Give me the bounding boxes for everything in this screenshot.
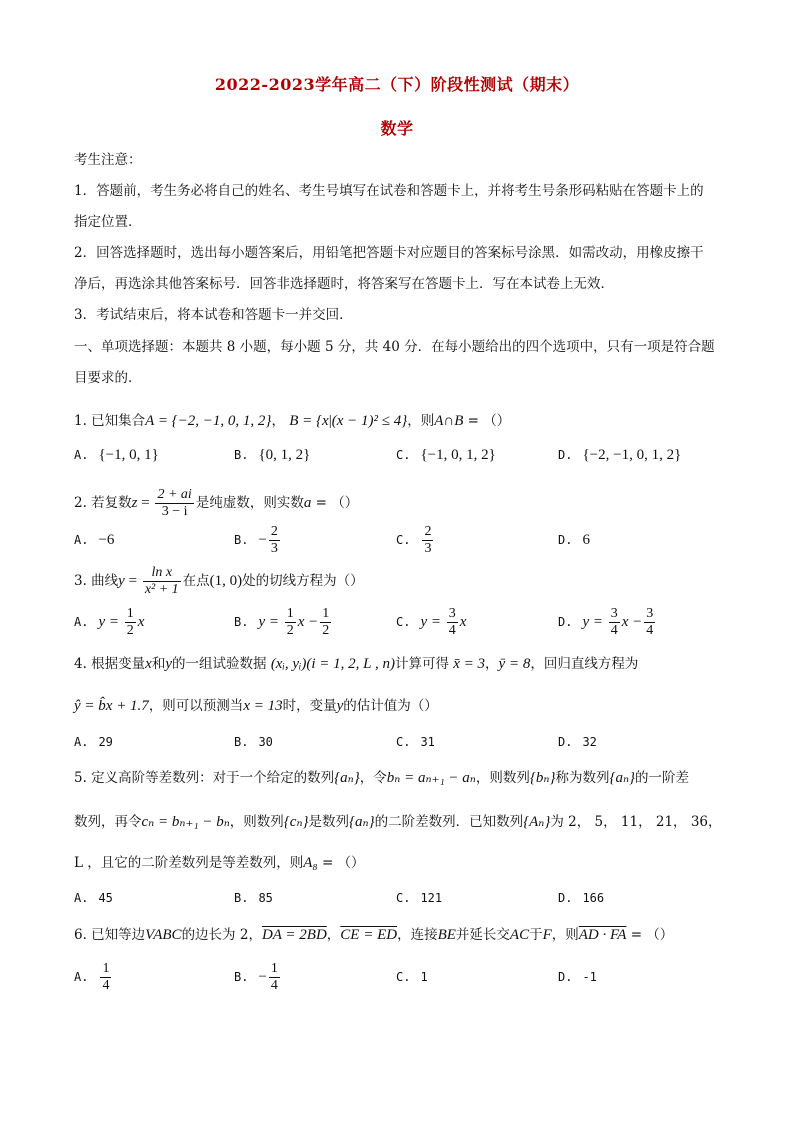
question-2: 2. 若复数z = $\frac{2 + ai}{3 - i}$ 是纯虚数，则实数a = （） xyxy=(74,487,359,519)
q1-set-a: A = {−2, −1, 0, 1, 2} xyxy=(145,413,272,429)
q3-options xyxy=(74,605,734,639)
q1-option-c: C. {−1, 0, 1, 2} xyxy=(396,447,496,463)
q3-option-b: B. y = $\frac{1}{2}$ x − $\frac{1}{2}$ xyxy=(234,606,330,638)
section-heading-cont: 目要求的． xyxy=(74,370,142,386)
q2-option-b: B. − $\frac{2}{3}$ xyxy=(234,524,278,556)
section-heading: 一、单项选择题：本题共 8 小题，每小题 5 分，共 40 分．在每小题给出的四个选项中，只有一项是符合题 xyxy=(74,339,715,355)
q1-suffix: = （） xyxy=(463,413,511,429)
q5-options xyxy=(74,881,734,915)
q4-option-a: A. 29 xyxy=(74,735,113,749)
q1-set-b-cond: (x − 1)² ≤ 4 xyxy=(331,413,402,429)
q6-option-b: B. − $\frac{1}{4}$ xyxy=(234,961,278,993)
q3-point: (1, 0) xyxy=(209,573,243,589)
q3-option-d: D. y = $\frac{3}{4}$ x − $\frac{3}{4}$ xyxy=(558,606,654,638)
notice-item-1: 1．答题前，考生务必将自己的姓名、考生号填写在试卷和答题卡上，并将考生号条形码粘贴在答题卡上的 xyxy=(74,183,704,199)
q2-var2: a xyxy=(303,495,312,511)
notice-item-2: 2．回答选择题时，选出每小题答案后，用铅笔把答题卡对应题目的答案标号涂黑．如需改动，用橡皮擦干 xyxy=(74,245,704,261)
subject-title: 数学 xyxy=(380,119,414,138)
q5-option-d: D. 166 xyxy=(558,891,605,905)
q5-option-c: C. 121 xyxy=(396,891,443,905)
q2-fraction: $\frac{2 + ai}{3 - i}$ xyxy=(157,487,192,519)
q1-set-b-var: x xyxy=(322,413,329,429)
question-1: 1. 已知集合A = {−2, −1, 0, 1, 2}， B = {x|(x − 1)² ≤ 4}，则A∩B = （） xyxy=(74,413,511,429)
q1-comma: ， xyxy=(271,413,285,429)
q4-options xyxy=(74,725,734,759)
q1-options xyxy=(74,438,734,472)
q1-option-b: B. {0, 1, 2} xyxy=(234,447,311,463)
q4-option-c: C. 31 xyxy=(396,735,435,749)
q2-option-a: A. −6 xyxy=(74,532,115,548)
q1-set-b-open: B = { xyxy=(289,413,323,429)
q1-suffix-pre: ，则 xyxy=(407,413,435,429)
q3-option-a: A. y = $\frac{1}{2}$ x xyxy=(74,606,145,638)
question-5: 5. 定义高阶等差数列：对于一个给定的数列{aₙ}，令bₙ = aₙ₊₁ − aₙ，则数列{bₙ}称为数列{aₙ}的一阶差 xyxy=(74,770,690,786)
q4-regression: ŷ = b̂x + 1.7 xyxy=(74,698,149,714)
q1-expr: A∩B xyxy=(434,413,464,429)
q2-option-d: D. 6 xyxy=(558,532,590,548)
question-6: 6. 已知等边VABC的边长为 2，DA = 2BD，CE = ED，连接BE并延长交AC于F，则AD · FA = （） xyxy=(74,927,674,943)
notice-heading: 考生注意： xyxy=(74,152,142,168)
q1-option-d: D. {−2, −1, 0, 1, 2} xyxy=(558,447,682,463)
q6-option-c: C. 1 xyxy=(396,970,428,984)
q4-option-b: B. 30 xyxy=(234,735,273,749)
q4-xbar: x̄ = 3 xyxy=(453,656,486,672)
q3-prefix: 3. 曲线 xyxy=(74,573,119,589)
q2-options xyxy=(74,523,734,557)
question-4: 4. 根据变量x和y的一组试验数据 (xᵢ, yᵢ)(i = 1, 2, L , n)计算可得 x̄ = 3，ȳ = 8，回归直线方程为 xyxy=(74,656,639,672)
q6-option-a: A. $\frac{1}{4}$ xyxy=(74,961,110,993)
q5-option-a: A. 45 xyxy=(74,891,113,905)
q2-suffix: = （） xyxy=(311,495,359,511)
q4-option-d: D. 32 xyxy=(558,735,597,749)
notice-item-1-cont: 指定位置． xyxy=(74,214,142,230)
q2-middle: 是纯虚数，则实数 xyxy=(195,495,304,511)
q2-var: z xyxy=(131,495,138,511)
notice-item-2-cont: 净后，再选涂其他答案标号．回答非选择题时，将答案写在答题卡上．写在本试卷上无效． xyxy=(74,276,614,292)
notice-item-3: 3．考试结束后，将本试卷和答题卡一并交回． xyxy=(74,307,353,323)
q4-ybar: ȳ = 8 xyxy=(498,656,531,672)
q6-options xyxy=(74,960,734,994)
q6-option-d: D. -1 xyxy=(558,970,597,984)
q1-prefix: 1. 已知集合 xyxy=(74,413,146,429)
question-4-cont: ŷ = b̂x + 1.7，则可以预测当x = 13时，变量y的估计值为（） xyxy=(74,698,438,714)
question-5-cont: 数列，再令cₙ = bₙ₊₁ − bₙ，则数列{cₙ}是数列{aₙ}的二阶差数列．已知数列{Aₙ}为 2， 5， 11， 21， 36， xyxy=(74,814,722,830)
q4-data: (xᵢ, yᵢ)(i = 1, 2, L , n) xyxy=(270,656,395,672)
exam-title: 2022-2023学年高二（下）阶段性测试（期末） xyxy=(214,75,580,94)
question-3: 3. 曲线y = $\frac{\text{ln x}}{\text{x² + 1}}$ 在点(1, 0)处的切线方程为（） xyxy=(74,565,364,597)
q3-option-c: C. y = $\frac{3}{4}$ x xyxy=(396,606,467,638)
q1-set-b-close: } xyxy=(401,413,408,429)
q1-option-a: A. {−1, 0, 1} xyxy=(74,447,159,463)
q3-fraction: $\frac{\text{ln x}}{\text{x² + 1}}$ xyxy=(144,565,179,597)
q5-option-b: B. 85 xyxy=(234,891,273,905)
question-5-cont-2: L ，且它的二阶差数列是等差数列，则A₈ = （） xyxy=(74,855,365,871)
q2-option-c: C. $\frac{2}{3}$ xyxy=(396,524,432,556)
q2-prefix: 2. 若复数 xyxy=(74,495,132,511)
